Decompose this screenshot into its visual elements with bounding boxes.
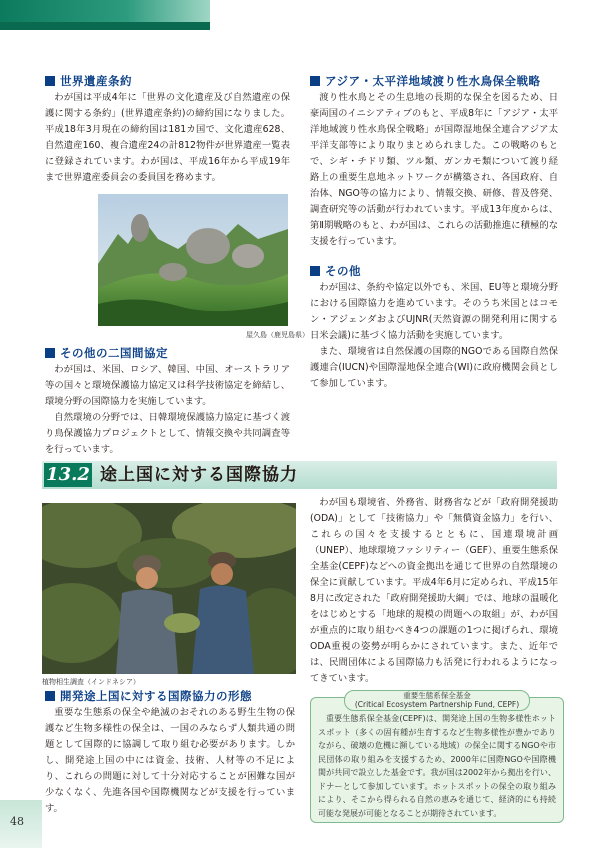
paragraph: 重要な生態系の保全や絶滅のおそれのある野生生物の保護など生物多様性の保全は、一国のみならず人類共通の問題として国際的に協調して取り組む必要があります。しかし、開発途上国の中には資金、技術、人材等の不足により、これらの問題に対して十分対応することが困難な国が少なくなく、先進各国や国際機関などが支援を行っています。 [45, 707, 295, 814]
cepf-box-title [344, 690, 530, 711]
square-bullet-icon [45, 76, 55, 86]
world-heritage-text [45, 90, 290, 186]
heading-world-heritage: 世界遺産条約 [45, 73, 132, 89]
chapter-title: 途上国に対する国際協力 [100, 465, 298, 485]
paragraph: わが国も環境省、外務省、財務省などが「政府開発援助(ODA)」として「技術協力」や「無償資金協力」を行い、これらの国々を支援するとともに、国連環境計画（UNEP）、地球環境ファシリティー（GEF）、重要生態系保全基金(CEPF)などへの資金拠出を通じて世界の自然環境の保全に貢献しています。平成4年6月に定められ、平成15年8月に改定された「政府開発援助大綱」では、地球の温暖化をはじめとする「地球的規模の問題への取組」が、わが国が重点的に取り組むべき4つの課題の1つに掲げられ、環境ODA重視の姿勢が明らかにされています。また、近年では、民間団体による国際協力も活発に行われるようになってきています。 [310, 497, 558, 684]
square-bullet-icon [310, 266, 320, 276]
others-text [310, 280, 558, 392]
photo-yakushima [98, 194, 288, 326]
chapter-number: 13.2 [44, 463, 92, 487]
paragraph: 重要生態系保全基金(CEPF)は、開発途上国の生物多様性ホットスポット（多くの固有種が生育するなど生物多様性が豊かでありながら、破壊の危機に瀕している地域）の保全に関するNGOや市民団体の取り組みを支援するため、2000年に国際NGOや国際機関が共同で設立した基金です。我が国は2002年から拠出を行い、ドナーとして参加しています。ホットスポットの保全の取り組みにより、そこから得られる自然の恵みを通じて、経済的にも持続可能な発展が可能となることが期待されています。 [318, 714, 556, 818]
photo-caption-yakushima: 屋久島（鹿児島県） [246, 331, 309, 339]
photo-field-survey [42, 503, 296, 674]
paragraph: わが国は、米国、ロシア、韓国、中国、オーストラリア等の国々と環境保護協力協定又は科学技術協定を締結し、環境分野の国際協力を実施しています。 [45, 364, 290, 407]
header-accent-strip [0, 22, 210, 30]
paragraph: 渡り性水鳥とその生息地の長期的な保全を図るため、日豪両国のイニシアティブのもと、平成8年に「アジア・太平洋地域渡り性水鳥保全戦略」が国際湿地保全連合アジア太平洋支部等により取りまとめられました。この戦略のもとで、シギ・チドリ類、ツル類、ガンカモ類について渡り経路上の重要生息地ネットワークが構築され、各国政府、自治体、NGO等の協力により、情報交換、研修、普及啓発、調査研究等の活動が行われています。平成13年度からは、第Ⅱ期戦略のもと、わが国は、これらの活動推進に積極的な支援を行っています。 [310, 92, 558, 247]
square-bullet-icon [310, 76, 320, 86]
square-bullet-icon [45, 348, 55, 358]
oda-text [310, 495, 558, 687]
paragraph: 自然環境の分野では、日韓環境保護協力協定に基づく渡り鳥保護協力プロジェクトとして、情報交換や共同調査等を行っています。 [45, 412, 290, 455]
cooperation-forms-text [45, 705, 295, 817]
waterbird-text [310, 90, 558, 250]
heading-cooperation-forms: 開発途上国に対する国際協力の形態 [45, 688, 252, 704]
page-number: 48 [10, 815, 24, 828]
cepf-box-text [318, 712, 556, 820]
photo-caption-field-survey: 植物相生調査（インドネシア） [42, 678, 140, 686]
cepf-title-ja: 重要生態系保全基金 [403, 691, 471, 700]
paragraph: わが国は平成4年に「世界の文化遺産及び自然遺産の保護に関する条約」(世界遺産条約)の締約国になりました。平成18年3月現在の締約国は181カ国で、文化遺産628、自然遺産160、複合遺産24の計812物件が世界遺産一覧表に登録されています。わが国は、平成16年から平成19年まで世界遺産委員会の委員国を務めます。 [45, 92, 290, 183]
heading-waterbird-strategy: アジア・太平洋地域渡り性水鳥保全戦略 [310, 73, 541, 89]
paragraph: また、環境省は自然保護の国際的NGOである国際自然保護連合(IUCN)や国際湿地保全連合(WI)に政府機関会員として参加しています。 [310, 346, 558, 389]
paragraph: わが国は、条約や協定以外でも、米国、EU等と環境分野における国際協力を進めています。そのうち米国とはコモン・アジェンダおよびUJNR(天然資源の開発利用に関する日米会議)に基づく協力活動を実施しています。 [310, 282, 558, 341]
cepf-title-en: (Critical Ecosystem Partnership Fund, CEPF) [354, 700, 520, 709]
square-bullet-icon [45, 691, 55, 701]
bilateral-text [45, 362, 290, 458]
heading-others: その他 [310, 263, 361, 279]
heading-bilateral-agreements: その他の二国間協定 [45, 345, 168, 361]
